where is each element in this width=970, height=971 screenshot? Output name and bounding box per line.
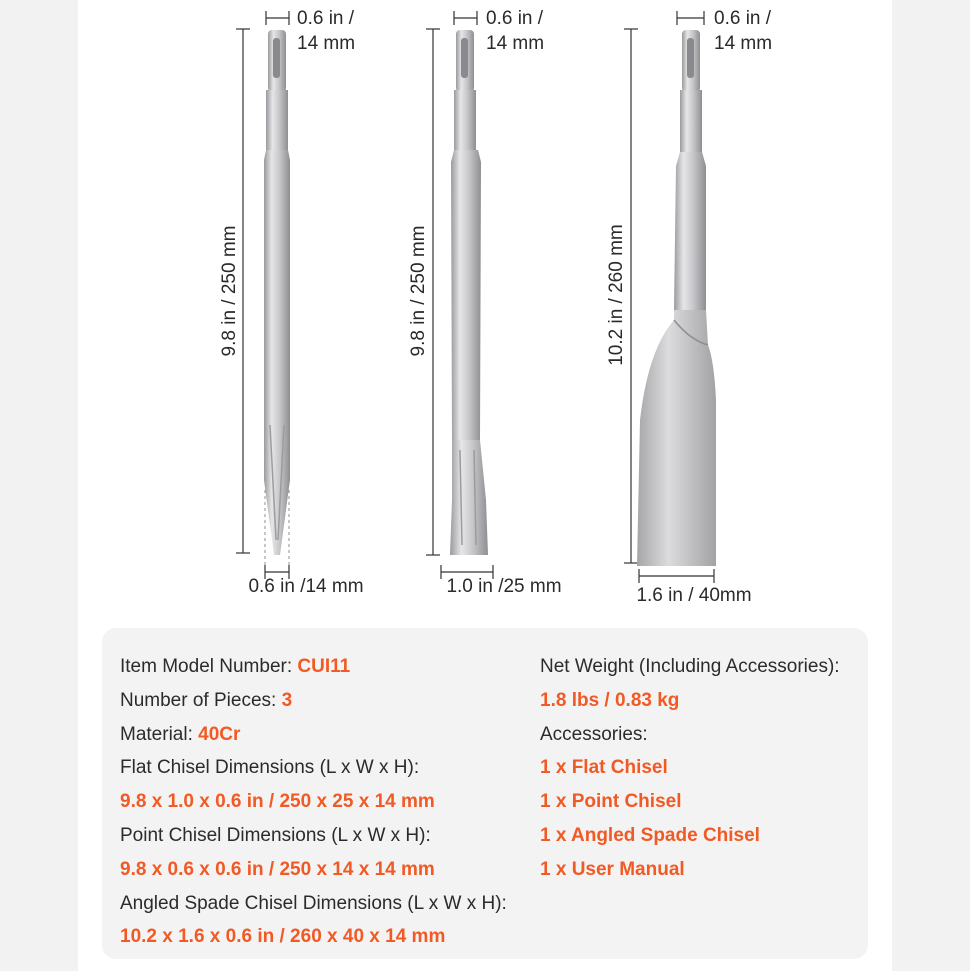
spec-column-left bbox=[120, 650, 507, 954]
angled-spade-chisel bbox=[606, 8, 772, 606]
accessory-item: 1 x User Manual bbox=[540, 858, 685, 880]
flat-shank-width-line2: 14 mm bbox=[486, 33, 545, 54]
spec-spade-label: Angled Spade Chisel Dimensions (L x W x H): bbox=[120, 892, 507, 914]
spade-shank-width-line1: 0.6 in / bbox=[714, 8, 772, 29]
flat-shank-width-line1: 0.6 in / bbox=[486, 8, 544, 29]
accessory-item: 1 x Angled Spade Chisel bbox=[540, 824, 760, 846]
spec-column-right bbox=[540, 650, 840, 887]
spec-point-value: 9.8 x 0.6 x 0.6 in / 250 x 14 x 14 mm bbox=[120, 858, 435, 880]
spec-material bbox=[120, 718, 507, 752]
spec-weight-value: 1.8 lbs / 0.83 kg bbox=[540, 689, 680, 711]
flat-length-label: 9.8 in / 250 mm bbox=[408, 225, 429, 357]
spade-shank-width-line2: 14 mm bbox=[714, 33, 773, 54]
spec-accessories-label: Accessories: bbox=[540, 723, 648, 745]
point-length-label: 9.8 in / 250 mm bbox=[219, 225, 240, 357]
spade-length-label: 10.2 in / 260 mm bbox=[606, 224, 627, 366]
spec-model bbox=[120, 650, 507, 684]
flat-tip-width-label: 1.0 in /25 mm bbox=[446, 576, 562, 597]
spec-weight-label: Net Weight (Including Accessories): bbox=[540, 656, 840, 677]
point-tip-width-label: 0.6 in /14 mm bbox=[248, 576, 364, 597]
spec-point-label: Point Chisel Dimensions (L x W x H): bbox=[120, 824, 431, 846]
spec-material-value: 40Cr bbox=[198, 723, 241, 745]
spec-pieces bbox=[120, 684, 507, 718]
spec-pieces-label: Number of Pieces: bbox=[120, 689, 282, 711]
spec-material-label: Material: bbox=[120, 723, 199, 745]
accessory-item: 1 x Point Chisel bbox=[540, 791, 682, 813]
spec-card bbox=[102, 628, 868, 959]
spec-model-label: Item Model Number: bbox=[120, 656, 298, 677]
point-shank-width-line2: 14 mm bbox=[297, 33, 356, 54]
spec-spade-value: 10.2 x 1.6 x 0.6 in / 260 x 40 x 14 mm bbox=[120, 926, 446, 948]
point-shank-width-line1: 0.6 in / bbox=[297, 8, 355, 29]
spec-pieces-value: 3 bbox=[281, 689, 293, 711]
flat-chisel bbox=[408, 8, 562, 597]
spec-flat-value: 9.8 x 1.0 x 0.6 in / 250 x 25 x 14 mm bbox=[120, 791, 435, 813]
spade-tip-width-label: 1.6 in / 40mm bbox=[636, 585, 752, 606]
spec-model-value: CUI11 bbox=[297, 656, 351, 677]
accessory-item: 1 x Flat Chisel bbox=[540, 757, 668, 779]
point-chisel bbox=[219, 8, 364, 597]
spec-flat-label: Flat Chisel Dimensions (L x W x H): bbox=[120, 757, 420, 779]
